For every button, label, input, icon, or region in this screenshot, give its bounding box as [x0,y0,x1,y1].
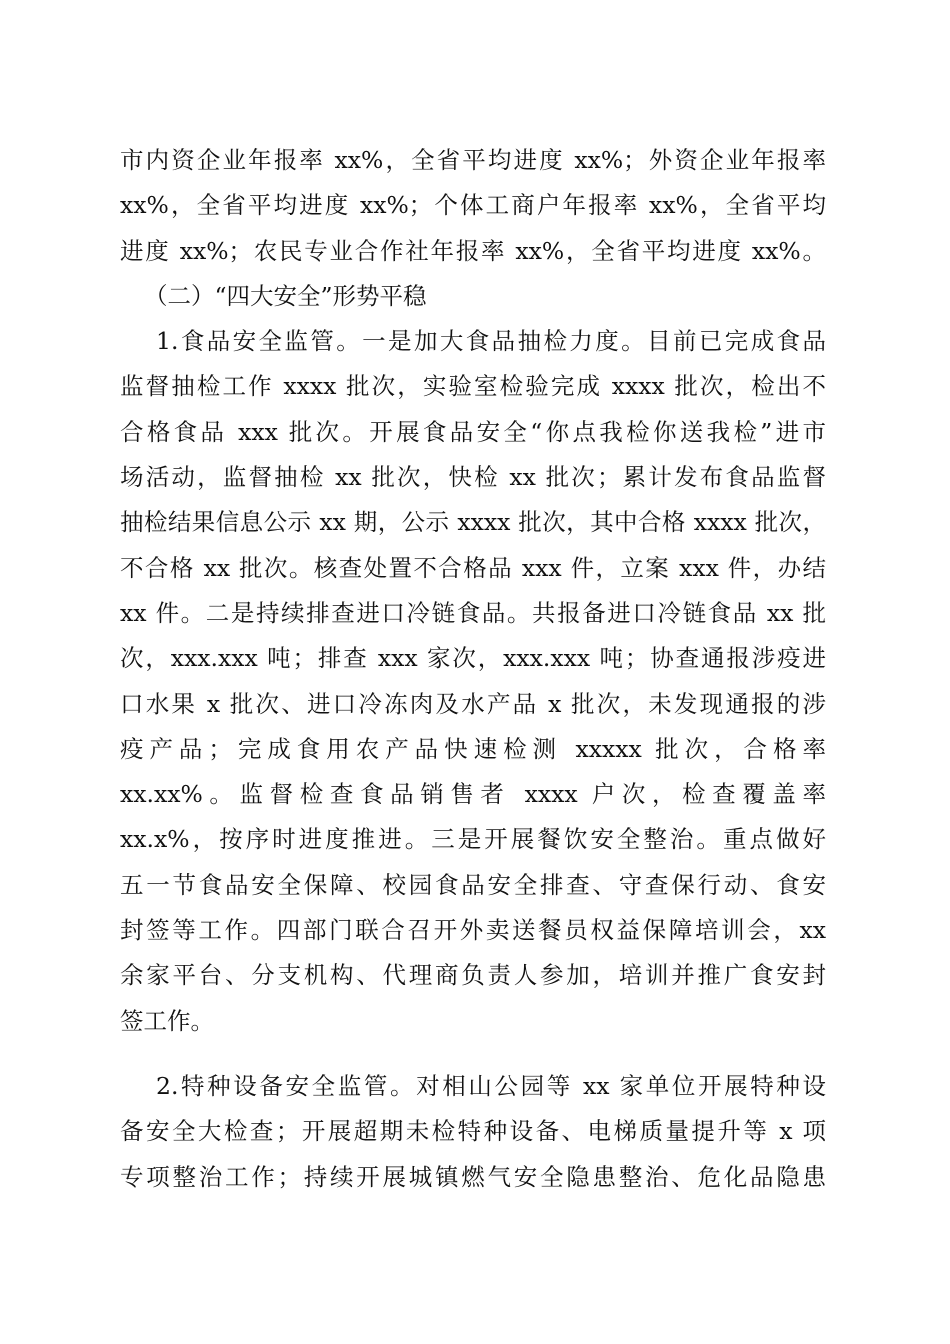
text-line: 不合格 xx 批次。核查处置不合格品 xxx 件，立案 xxx 件，办结 [120,553,826,582]
text-line: 专项整治工作；持续开展城镇燃气安全隐患整治、危化品隐患 [120,1162,826,1191]
section-heading: （二）“四大安全”形势平稳 [144,281,427,310]
text-line: xx.x%，按序时进度推进。三是开展餐饮安全整治。重点做好 [120,825,826,854]
text-line: 1.食品安全监管。一是加大食品抽检力度。目前已完成食品 [156,327,826,356]
text-line: 抽检结果信息公示 xx 期，公示 xxxx 批次，其中合格 xxxx 批次， [120,508,826,537]
text-line: 余家平台、分支机构、代理商负责人参加，培训并推广食安封 [120,961,826,990]
text-line: 疫产品；完成食用农产品快速检测 xxxxx 批次，合格率 [120,734,826,763]
text-line: 封签等工作。四部门联合召开外卖送餐员权益保障培训会，xx [120,916,826,945]
special-equipment-paragraph [120,1064,826,1200]
document-page [120,138,826,1200]
text-line: 合格食品 xxx 批次。开展食品安全“你点我检你送我检”进市 [120,417,826,446]
text-line: 2.特种设备安全监管。对相山公园等 xx 家单位开展特种设 [156,1071,826,1100]
text-line: 次，xxx.xxx 吨；排查 xxx 家次，xxx.xxx 吨；协查通报涉疫进 [120,644,826,673]
text-line: 备安全大检查；开展超期未检特种设备、电梯质量提升等 x 项 [120,1117,826,1146]
text-line: 五一节食品安全保障、校园食品安全排查、守查保行动、食安 [120,870,826,899]
text-line: xx%，全省平均进度 xx%；个体工商户年报率 xx%，全省平均 [120,191,826,220]
text-line: xx.xx%。监督检查食品销售者 xxxx 户次，检查覆盖率 [120,780,826,809]
food-safety-paragraph [120,319,826,1044]
text-line: 口水果 x 批次、进口冷冻肉及水产品 x 批次，未发现通报的涉 [120,689,826,718]
text-line: 签工作。 [120,1006,214,1035]
text-line: 监督抽检工作 xxxx 批次，实验室检验完成 xxxx 批次，检出不 [120,372,826,401]
annual-report-paragraph [120,138,826,274]
text-line: 场活动，监督抽检 xx 批次，快检 xx 批次；累计发布食品监督 [120,463,826,492]
text-line: xx 件。二是持续排查进口冷链食品。共报备进口冷链食品 xx 批 [120,598,826,627]
text-line: 市内资企业年报率 xx%，全省平均进度 xx%；外资企业年报率 [120,146,826,174]
text-line: 进度 xx%；农民专业合作社年报率 xx%，全省平均进度 xx%。 [120,236,826,265]
